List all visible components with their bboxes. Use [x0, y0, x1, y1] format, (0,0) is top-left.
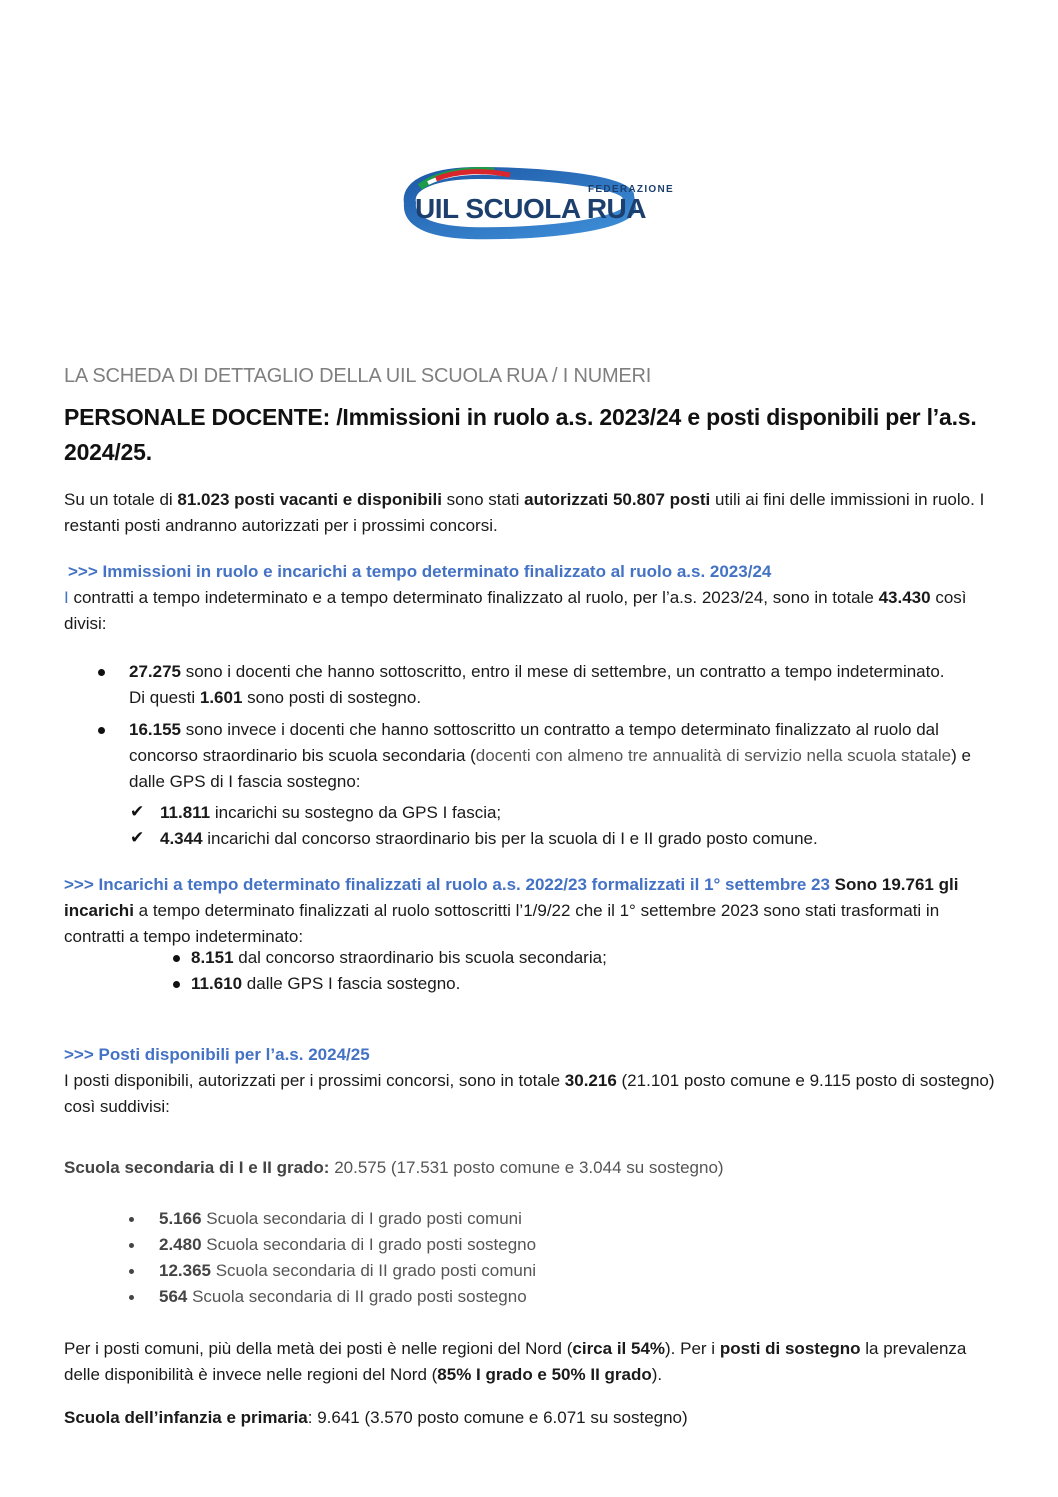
list-item: 11.610 dalle GPS I fascia sostegno.	[191, 974, 461, 993]
list-item: 2.480 Scuola secondaria di I grado posti sostegno	[159, 1235, 537, 1254]
bullet-dot	[129, 1217, 134, 1222]
list-item: 8.151 dal concorso straordinario bis scuola secondaria;	[191, 948, 607, 967]
document-title: PERSONALE DOCENTE: /Immissioni in ruolo a.s. 2023/24 e posti disponibili per l’a.s. 2024/25.	[64, 404, 977, 465]
section1-heading: >>> Immissioni in ruolo e incarichi a tempo determinato finalizzato al ruolo a.s. 2023/24	[68, 562, 772, 581]
list-item: 4.344 incarichi dal concorso straordinario bis per la scuola di I e II grado posto comune.	[160, 829, 818, 848]
section2-paragraph: >>> Incarichi a tempo determinato finalizzati al ruolo a.s. 2022/23 formalizzati il 1° settembre 23 Sono 19.761 gli incarichi a tempo determinato finalizzati al ruolo sottoscritti l’1/9/22 che il 1° settembre 2023 sono stati trasformati in contratti a tempo indeterminato:	[64, 875, 959, 946]
list-item: 12.365 Scuola secondaria di II grado posti comuni	[159, 1261, 537, 1280]
bullet-dot	[173, 955, 180, 962]
infancy-primary-summary: Scuola dell’infanzia e primaria: 9.641 (3.570 posto comune e 6.071 su sostegno)	[64, 1408, 688, 1427]
bullet-dot	[129, 1269, 134, 1274]
checkmark-icon: ✔	[130, 828, 145, 847]
bullet-dot	[129, 1295, 134, 1300]
bullet-dot	[98, 669, 105, 676]
list-item: 16.155 sono invece i docenti che hanno sottoscritto un contratto a tempo determinato finalizzato al ruolo dal concorso straordinario bis scuola secondaria (docenti con almeno tre annualità di servizio nella scuola statale) e dalle GPS di I fascia sostegno:	[129, 720, 971, 791]
list-item: 27.275 sono i docenti che hanno sottoscritto, entro il mese di settembre, un contratto a tempo indeterminato. Di questi 1.601 sono posti di sostegno.	[129, 662, 945, 707]
secondary-school-summary: Scuola secondaria di I e II grado: 20.575 (17.531 posto comune e 3.044 su sostegno)	[64, 1158, 724, 1177]
bullet-dot	[173, 981, 180, 988]
bullet-dot	[98, 727, 105, 734]
logo-federazione-text: FEDERAZIONE	[588, 184, 674, 195]
section2-heading: >>> Incarichi a tempo determinato finalizzati al ruolo a.s. 2022/23 formalizzati il 1° settembre 23	[64, 875, 830, 894]
section1-paragraph: >>> Immissioni in ruolo e incarichi a tempo determinato finalizzato al ruolo a.s. 2023/24 I contratti a tempo indeterminato e a tempo determinato finalizzato al ruolo, per l’a.s. 2023/24, sono in totale 43.430 così divisi:	[64, 562, 967, 633]
section3-heading: >>> Posti disponibili per l’a.s. 2024/25	[64, 1045, 370, 1064]
logo-main-text: UIL SCUOLA RUA	[415, 193, 646, 224]
checkmark-icon: ✔	[130, 802, 145, 821]
regional-distribution-paragraph: Per i posti comuni, più della metà dei posti è nelle regioni del Nord (circa il 54%). Per i posti di sostegno la prevalenza delle disponibilità è invece nelle regioni del Nord (85% I grado e 50% II grado).	[64, 1339, 967, 1384]
uil-scuola-rua-logo	[398, 165, 674, 241]
bullet-dot	[129, 1243, 134, 1248]
document-kicker: LA SCHEDA DI DETTAGLIO DELLA UIL SCUOLA RUA / I NUMERI	[64, 365, 652, 387]
section3-paragraph: >>> Posti disponibili per l’a.s. 2024/25 I posti disponibili, autorizzati per i prossimi concorsi, sono in totale 30.216 (21.101 posto comune e 9.115 posto di sostegno) così suddivisi:	[64, 1045, 995, 1116]
list-item: 11.811 incarichi su sostegno da GPS I fascia;	[160, 803, 502, 822]
intro-paragraph: Su un totale di 81.023 posti vacanti e disponibili sono stati autorizzati 50.807 posti utili ai fini delle immissioni in ruolo. I restanti posti andranno autorizzati per i prossimi concorsi.	[64, 490, 985, 535]
list-item: 564 Scuola secondaria di II grado posti sostegno	[159, 1287, 527, 1306]
list-item: 5.166 Scuola secondaria di I grado posti comuni	[159, 1209, 522, 1228]
